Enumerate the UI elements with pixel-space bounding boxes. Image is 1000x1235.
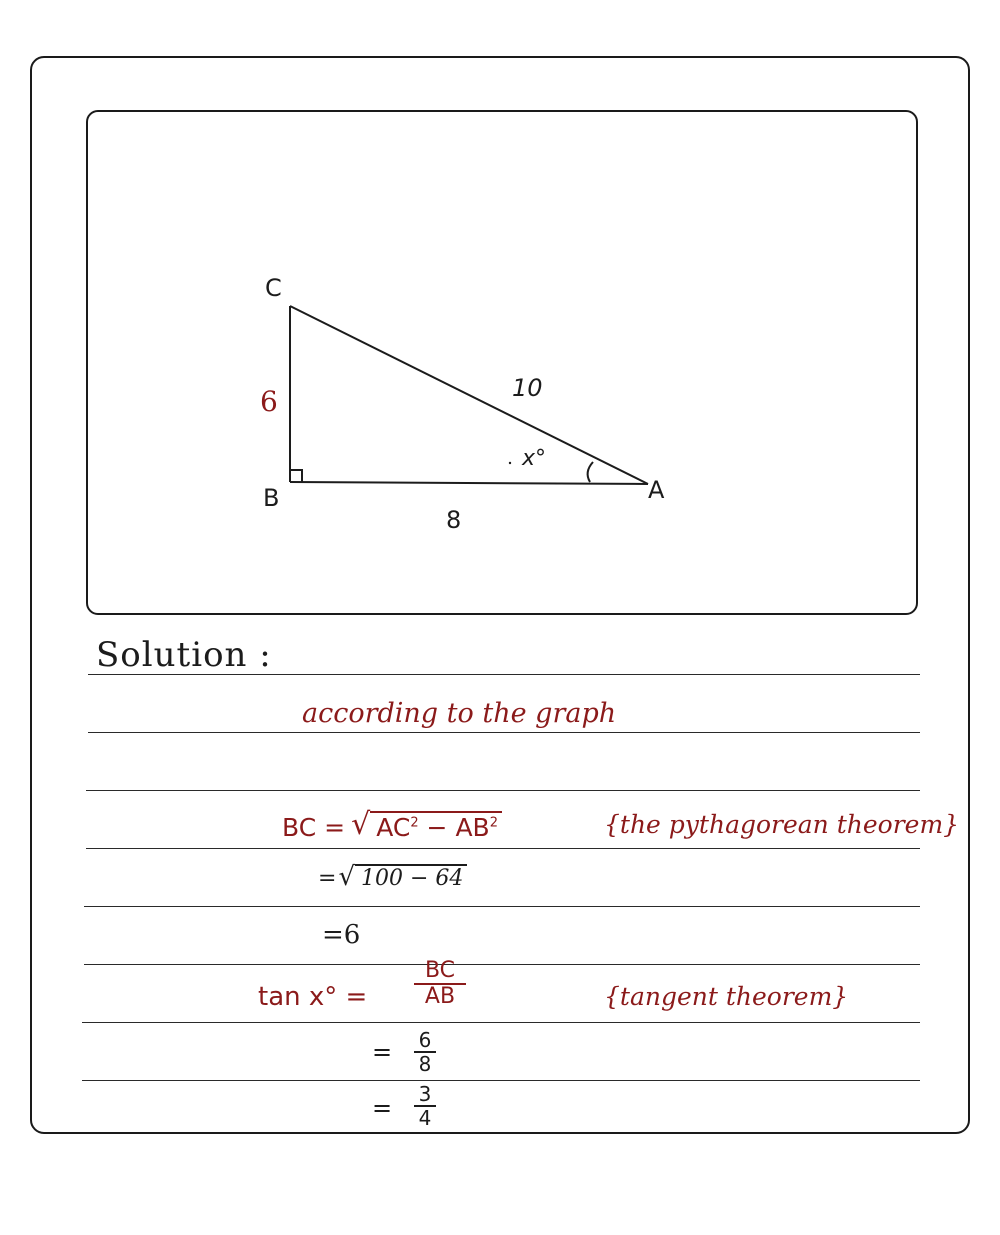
step1-radicand: [370, 811, 502, 840]
ruled-line: [82, 1080, 920, 1081]
pythagorean-note: {the pythagorean theorem}: [604, 810, 960, 839]
angle-arc: [588, 462, 593, 482]
right-angle-mark: [290, 470, 302, 482]
ruled-line: [82, 1022, 920, 1023]
side-ab-label: 8: [446, 506, 462, 534]
side-ac-line: [290, 306, 648, 484]
step1-term-ac: AC: [376, 813, 411, 842]
step2-equation: [318, 864, 467, 890]
step5-denominator: 8: [418, 1052, 432, 1076]
step1-exp-ab: 2: [489, 815, 498, 831]
side-ac-label: 10: [512, 374, 543, 402]
step6-equals: =: [372, 1094, 393, 1122]
step2-radicand: 100 − 64: [355, 864, 467, 890]
radical-sign: √: [351, 807, 371, 842]
step6-denominator: 4: [418, 1106, 432, 1130]
step4-lhs: tan x° =: [258, 982, 368, 1012]
radical-sign: √: [338, 862, 356, 892]
side-bc-label: 6: [260, 385, 278, 418]
vertex-a-label: A: [648, 476, 665, 504]
step1-lhs: BC =: [282, 813, 346, 842]
ruled-line: [86, 848, 920, 849]
step1-term-ab: AB: [455, 813, 490, 842]
step5-fraction: [414, 1030, 436, 1074]
angle-x-label: x°: [522, 446, 547, 471]
step6-fraction: [414, 1084, 436, 1128]
step4-numerator: BC: [424, 958, 456, 983]
ruled-line: [84, 964, 920, 965]
step1-minus: −: [426, 813, 448, 842]
step4-fraction: [414, 960, 466, 1008]
step4-denominator: AB: [424, 984, 456, 1009]
ruled-line: [88, 732, 920, 733]
step5-equals: =: [372, 1038, 393, 1066]
ruled-line: [86, 790, 920, 791]
solution-intro: according to the graph: [302, 698, 617, 729]
step1-exp-ac: 2: [410, 815, 419, 831]
ruled-line: [84, 906, 920, 907]
vertex-c-label: C: [265, 274, 282, 302]
step6-numerator: 3: [418, 1082, 432, 1106]
vertex-b-label: B: [263, 484, 280, 512]
step5-numerator: 6: [418, 1028, 432, 1052]
solution-title: Solution :: [96, 635, 272, 675]
figure-dot: [509, 462, 511, 464]
side-ab-line: [290, 482, 648, 484]
tangent-note: {tangent theorem}: [604, 982, 849, 1011]
step1-equation: [282, 807, 502, 842]
step3-result: =6: [322, 920, 361, 950]
step2-equals: =: [318, 866, 337, 891]
